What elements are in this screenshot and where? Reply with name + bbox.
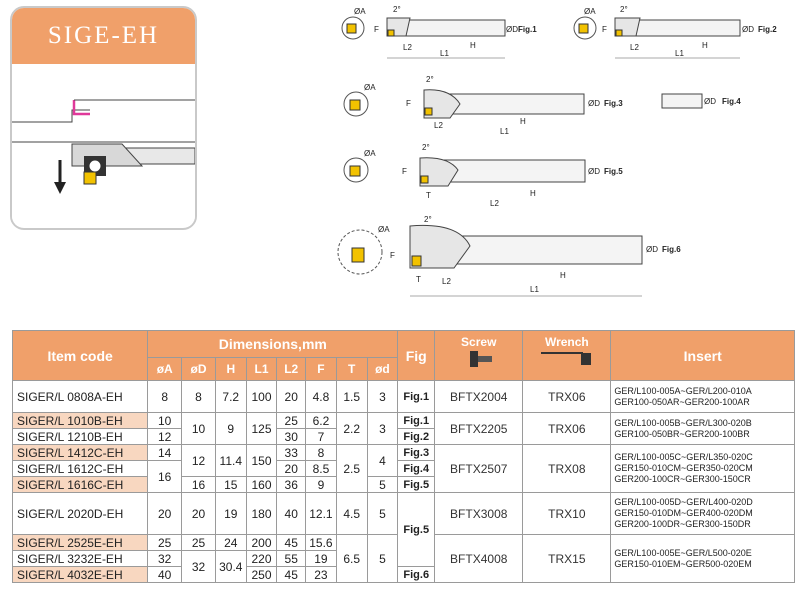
svg-text:F: F (406, 99, 411, 108)
svg-text:L1: L1 (440, 49, 449, 58)
svg-text:H: H (520, 117, 526, 126)
figure-5 (344, 143, 623, 208)
table-row: SIGER/L 4032E-EH 40 250 45 23 Fig.6 (13, 567, 795, 583)
table-row: SIGER/L 1010B-EH 10 10 9 125 25 6.2 2.2 3 Fig.1 BFTX2205 TRX06 GER/L100-005B~GER/L300-020B GER100-050BR~GER200-100BR (13, 413, 795, 429)
svg-text:ØD: ØD (646, 245, 658, 254)
header-fig: Fig (398, 331, 435, 381)
svg-text:F: F (374, 25, 379, 34)
figure-4 (662, 94, 741, 108)
svg-text:H: H (702, 41, 708, 50)
svg-text:ØD: ØD (704, 97, 716, 106)
figure-2 (574, 5, 777, 58)
svg-text:L2: L2 (434, 121, 443, 130)
svg-text:Fig.3: Fig.3 (604, 99, 623, 108)
svg-text:F: F (402, 167, 407, 176)
boring-bar-illustration (12, 64, 195, 226)
table-row: SIGER/L 1412C-EH 14 12 11.4 150 33 8 2.5 4 Fig.3 BFTX2507 TRX08 GER/L100-005C~GER/L350-020C GER150-010CM~GER350-020CM GER200-100CR~GER300-150CR (13, 445, 795, 461)
svg-text:F: F (602, 25, 607, 34)
spec-table (12, 330, 795, 583)
header-F: F (306, 358, 337, 381)
svg-text:2°: 2° (426, 75, 434, 84)
svg-text:Fig.1: Fig.1 (518, 25, 537, 34)
svg-text:ØA: ØA (584, 7, 596, 16)
svg-text:H: H (560, 271, 566, 280)
svg-text:Fig.4: Fig.4 (722, 97, 741, 106)
svg-text:H: H (470, 41, 476, 50)
svg-text:L1: L1 (675, 49, 684, 58)
figure-6 (338, 215, 681, 296)
svg-text:2°: 2° (424, 215, 432, 224)
screw-icon (464, 349, 494, 369)
technical-drawings (330, 0, 800, 310)
header-L2: L2 (277, 358, 306, 381)
header-oD: øD (182, 358, 216, 381)
svg-text:2°: 2° (422, 143, 430, 152)
svg-text:ØA: ØA (364, 149, 376, 158)
svg-text:ØA: ØA (354, 7, 366, 16)
product-title: SIGE-EH (12, 8, 195, 64)
svg-text:L2: L2 (442, 277, 451, 286)
svg-text:L2: L2 (403, 43, 412, 52)
svg-text:F: F (390, 251, 395, 260)
table-row: SIGER/L 1612C-EH 16 20 8.5 Fig.4 (13, 461, 795, 477)
table-row: SIGER/L 1210B-EH 12 30 7 Fig.2 (13, 429, 795, 445)
figure-1 (342, 5, 537, 58)
svg-text:L2: L2 (490, 199, 499, 208)
svg-text:ØD: ØD (588, 167, 600, 176)
svg-text:2°: 2° (620, 5, 628, 14)
header-oA: øA (148, 358, 182, 381)
svg-text:Fig.5: Fig.5 (604, 167, 623, 176)
header-L1: L1 (246, 358, 277, 381)
figure-3 (344, 75, 623, 136)
svg-text:ØA: ØA (364, 83, 376, 92)
header-wrench (523, 331, 611, 381)
header-item-code: Item code (13, 331, 148, 381)
svg-text:2°: 2° (393, 5, 401, 14)
header-T: T (336, 358, 367, 381)
svg-text:T: T (426, 191, 431, 200)
svg-text:H: H (530, 189, 536, 198)
wrench-icon (537, 349, 597, 369)
svg-text:ØD: ØD (742, 25, 754, 34)
svg-text:L1: L1 (500, 127, 509, 136)
table-row: SIGER/L 2525E-EH 25 25 24 200 45 15.6 6.5 5 BFTX4008 TRX15 GER/L100-005E~GER/L500-020E GER150-010EM~GER500-020EM (13, 535, 795, 551)
header-insert: Insert (611, 331, 795, 381)
table-row: SIGER/L 0808A-EH 8 8 7.2 100 20 4.8 1.5 3 Fig.1 BFTX2004 TRX06 GER/L100-005A~GER/L200-010A GER100-050AR~GER200-100AR (13, 381, 795, 413)
wrench-label: Wrench (544, 335, 589, 349)
header-dimensions: Dimensions,mm (148, 331, 398, 358)
svg-text:ØD: ØD (506, 25, 518, 34)
svg-text:L1: L1 (530, 285, 539, 294)
table-row: SIGER/L 3232E-EH 32 32 30.4 220 55 19 (13, 551, 795, 567)
product-card (10, 6, 197, 230)
svg-text:T: T (416, 275, 421, 284)
header-screw (435, 331, 523, 381)
svg-text:Fig.6: Fig.6 (662, 245, 681, 254)
table-row: SIGER/L 1616C-EH 16 15 160 36 9 5 Fig.5 (13, 477, 795, 493)
svg-text:L2: L2 (630, 43, 639, 52)
svg-text:ØA: ØA (378, 225, 390, 234)
svg-text:Fig.2: Fig.2 (758, 25, 777, 34)
header-od: ød (367, 358, 398, 381)
screw-label: Screw (461, 335, 497, 349)
table-row: SIGER/L 2020D-EH 20 20 19 180 40 12.1 4.5 5 Fig.5 BFTX3008 TRX10 GER/L100-005D~GER/L400-020D GER150-010DM~GER400-020DM GER200-100DR~GER300-150DR (13, 493, 795, 535)
header-H: H (215, 358, 246, 381)
svg-text:ØD: ØD (588, 99, 600, 108)
